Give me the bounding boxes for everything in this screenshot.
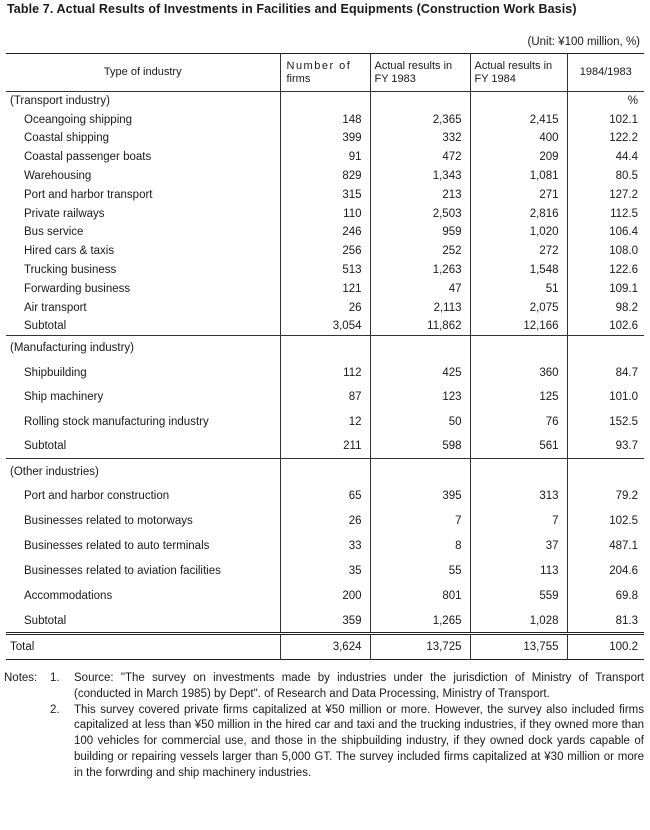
cell-ratio: 102.6	[567, 317, 644, 336]
section-label: (Manufacturing industry)	[10, 342, 134, 355]
cell-firms: 87	[280, 385, 370, 410]
cell-ratio: 152.5	[567, 410, 644, 435]
cell-firms: 148	[280, 110, 370, 129]
cell-fy1984: 271	[470, 185, 567, 204]
table-row	[6, 484, 644, 509]
row-name: Shipbuilding	[24, 366, 87, 379]
table-row	[6, 559, 644, 584]
notes	[4, 671, 644, 782]
cell-ratio: 101.0	[567, 385, 644, 410]
cell-ratio: 93.7	[567, 434, 644, 459]
cell-fy1983	[370, 459, 470, 484]
row-name: Subtotal	[24, 440, 67, 453]
section-label: (Transport industry)	[10, 95, 110, 108]
cell-fy1984: 272	[470, 242, 567, 261]
row-name: Coastal passenger boats	[24, 151, 152, 164]
cell-fy1983: 11,862	[370, 317, 470, 336]
cell-firms: 829	[280, 167, 370, 186]
row-name: Businesses related to aviation facilities	[24, 565, 221, 578]
table-row	[6, 279, 644, 298]
note-2	[4, 703, 644, 782]
row-name: Trucking business	[24, 264, 117, 277]
header-fy1983-line-2: FY 1983	[374, 72, 416, 85]
cell-fy1984: 209	[470, 148, 567, 167]
table-row	[6, 242, 644, 261]
cell-firms	[280, 459, 370, 484]
note-text: Source: "The survey on investments made by industries under the jurisdiction of Ministry of Transport (conducted in March 1985) by Dept". of Research and Data Processing, Ministry of Transport.	[74, 672, 644, 700]
cell-fy1983: 1,343	[370, 167, 470, 186]
cell-fy1984: 12,166	[470, 317, 567, 336]
cell-firms: 399	[280, 129, 370, 148]
cell-fy1983: 959	[370, 223, 470, 242]
cell-ratio: 84.7	[567, 360, 644, 385]
cell-fy1984: 7	[470, 509, 567, 534]
row-name: Businesses related to auto terminals	[24, 540, 210, 553]
cell-fy1984: 13,755	[470, 634, 567, 660]
table-row	[6, 584, 644, 609]
cell-fy1983: 2,113	[370, 298, 470, 317]
cell-firms	[280, 336, 370, 361]
cell-ratio: 122.6	[567, 261, 644, 280]
cell-fy1983: 395	[370, 484, 470, 509]
cell-fy1983	[370, 92, 470, 111]
row-name: Oceangoing shipping	[24, 113, 133, 126]
table-row	[6, 360, 644, 385]
cell-firms: 3,624	[280, 634, 370, 660]
table-row	[6, 129, 644, 148]
section-row	[6, 459, 644, 484]
table-row	[6, 223, 644, 242]
row-name: Subtotal	[24, 320, 67, 333]
note-number: 2.	[50, 703, 60, 716]
cell-ratio: 69.8	[567, 584, 644, 609]
cell-firms: 121	[280, 279, 370, 298]
row-name: Rolling stock manufacturing industry	[24, 415, 209, 428]
cell-fy1984: 561	[470, 434, 567, 459]
table-body	[6, 92, 644, 660]
cell-fy1984: 360	[470, 360, 567, 385]
row-name: Subtotal	[24, 614, 67, 627]
cell-firms: 35	[280, 559, 370, 584]
cell-fy1984: 51	[470, 279, 567, 298]
cell-ratio: 112.5	[567, 204, 644, 223]
cell-firms: 91	[280, 148, 370, 167]
row-name: Coastal shipping	[24, 132, 110, 145]
cell-ratio: 108.0	[567, 242, 644, 261]
row-name: Ship machinery	[24, 391, 104, 404]
cell-fy1983: 1,263	[370, 261, 470, 280]
row-name: Air transport	[24, 301, 87, 314]
cell-fy1984: 76	[470, 410, 567, 435]
table-row	[6, 185, 644, 204]
cell-ratio: 98.2	[567, 298, 644, 317]
row-name: Private railways	[24, 207, 105, 220]
cell-firms: 112	[280, 360, 370, 385]
cell-fy1984: 313	[470, 484, 567, 509]
cell-fy1983: 332	[370, 129, 470, 148]
cell-ratio	[567, 336, 644, 361]
section-label: (Other industries)	[10, 465, 99, 478]
header-fy1983-line-1: Actual results in	[374, 59, 453, 72]
cell-fy1983	[370, 336, 470, 361]
cell-fy1984: 1,548	[470, 261, 567, 280]
cell-firms: 12	[280, 410, 370, 435]
header-type-of-industry: Type of industry	[103, 66, 182, 78]
cell-ratio: 127.2	[567, 185, 644, 204]
cell-fy1983: 801	[370, 584, 470, 609]
cell-fy1984: 125	[470, 385, 567, 410]
header-fy1983	[370, 54, 470, 92]
cell-fy1984: 2,816	[470, 204, 567, 223]
row-name: Businesses related to motorways	[24, 515, 193, 528]
note-1	[4, 671, 644, 703]
section-row	[6, 92, 644, 111]
cell-fy1984: 400	[470, 129, 567, 148]
header-fy1984	[470, 54, 567, 92]
cell-firms: 315	[280, 185, 370, 204]
cell-ratio: 109.1	[567, 279, 644, 298]
header-fy1984-line-1: Actual results in	[474, 59, 553, 72]
cell-fy1983: 598	[370, 434, 470, 459]
table-row	[6, 410, 644, 435]
cell-fy1983: 7	[370, 509, 470, 534]
notes-label: Notes:	[4, 672, 38, 684]
header-firms-line-2: firms	[286, 72, 311, 85]
cell-fy1983: 472	[370, 148, 470, 167]
table-row	[6, 609, 644, 634]
cell-ratio: 79.2	[567, 484, 644, 509]
cell-ratio: 106.4	[567, 223, 644, 242]
cell-firms: 359	[280, 609, 370, 634]
cell-fy1983: 13,725	[370, 634, 470, 660]
cell-firms: 513	[280, 261, 370, 280]
cell-ratio: 487.1	[567, 534, 644, 559]
cell-ratio: %	[567, 92, 644, 111]
cell-firms: 33	[280, 534, 370, 559]
cell-ratio: 81.3	[567, 609, 644, 634]
cell-fy1984: 37	[470, 534, 567, 559]
cell-fy1983: 425	[370, 360, 470, 385]
cell-firms: 256	[280, 242, 370, 261]
cell-firms: 110	[280, 204, 370, 223]
table-row	[6, 110, 644, 129]
unit-note: (Unit: ¥100 million, %)	[527, 36, 640, 48]
cell-fy1983: 2,365	[370, 110, 470, 129]
cell-firms: 3,054	[280, 317, 370, 336]
cell-fy1984: 2,415	[470, 110, 567, 129]
cell-ratio: 122.2	[567, 129, 644, 148]
table-row	[6, 167, 644, 186]
cell-firms: 65	[280, 484, 370, 509]
table-row	[6, 534, 644, 559]
row-name: Port and harbor construction	[24, 490, 170, 503]
table-row	[6, 317, 644, 336]
cell-fy1984	[470, 336, 567, 361]
row-name: Port and harbor transport	[24, 188, 153, 201]
table-title: Table 7. Actual Results of Investments in Facilities and Equipments (Construction Work Basis)	[7, 2, 577, 16]
cell-fy1983: 47	[370, 279, 470, 298]
table-row	[6, 298, 644, 317]
header-number-of-firms	[280, 54, 370, 92]
total-label: Total	[10, 641, 35, 654]
header-ratio: 1984/1983	[567, 54, 644, 92]
cell-fy1983: 213	[370, 185, 470, 204]
cell-fy1983: 252	[370, 242, 470, 261]
table-row	[6, 385, 644, 410]
header-row	[6, 54, 644, 92]
row-name: Forwarding business	[24, 282, 131, 295]
investment-table	[6, 53, 644, 660]
cell-firms: 246	[280, 223, 370, 242]
cell-ratio: 102.5	[567, 509, 644, 534]
cell-fy1984: 1,028	[470, 609, 567, 634]
header-firms-line-1: Number of	[286, 59, 352, 72]
table-row	[6, 509, 644, 534]
row-name: Bus service	[24, 226, 84, 239]
cell-firms: 26	[280, 298, 370, 317]
cell-ratio	[567, 459, 644, 484]
cell-firms	[280, 92, 370, 111]
row-name: Accommodations	[24, 590, 113, 603]
total-row	[6, 634, 644, 660]
cell-fy1984: 2,075	[470, 298, 567, 317]
cell-firms: 211	[280, 434, 370, 459]
row-name: Hired cars & taxis	[24, 245, 115, 258]
cell-ratio: 44.4	[567, 148, 644, 167]
cell-firms: 26	[280, 509, 370, 534]
cell-ratio: 102.1	[567, 110, 644, 129]
table-row	[6, 434, 644, 459]
header-fy1984-line-2: FY 1984	[474, 72, 516, 85]
cell-fy1983: 123	[370, 385, 470, 410]
table-row	[6, 204, 644, 223]
table-row	[6, 261, 644, 280]
cell-fy1983: 1,265	[370, 609, 470, 634]
cell-ratio: 204.6	[567, 559, 644, 584]
section-row	[6, 336, 644, 361]
row-name: Warehousing	[24, 170, 92, 183]
cell-fy1983: 8	[370, 534, 470, 559]
note-number: 1.	[50, 672, 60, 684]
cell-fy1984: 113	[470, 559, 567, 584]
cell-fy1983: 50	[370, 410, 470, 435]
cell-firms: 200	[280, 584, 370, 609]
cell-fy1984: 1,020	[470, 223, 567, 242]
cell-fy1983: 2,503	[370, 204, 470, 223]
cell-fy1983: 55	[370, 559, 470, 584]
note-text: This survey covered private firms capitalized at ¥50 million or more. However, the survey also included firms capitalized at less than ¥50 million in the hired car and taxi and the trucking industries, if they owned more than 100 vehicles for commercial use, and those in the shipbuilding industry, if they owned dock yards capable of building or repairing vessels larger than 5,000 GT. The survey included firms capitalized at ¥30 million or more in the forwrding and ship machinery industries.	[74, 703, 644, 779]
cell-fy1984: 559	[470, 584, 567, 609]
cell-fy1984: 1,081	[470, 167, 567, 186]
cell-ratio: 80.5	[567, 167, 644, 186]
cell-ratio: 100.2	[567, 634, 644, 660]
table-row	[6, 148, 644, 167]
cell-fy1984	[470, 92, 567, 111]
cell-fy1984	[470, 459, 567, 484]
